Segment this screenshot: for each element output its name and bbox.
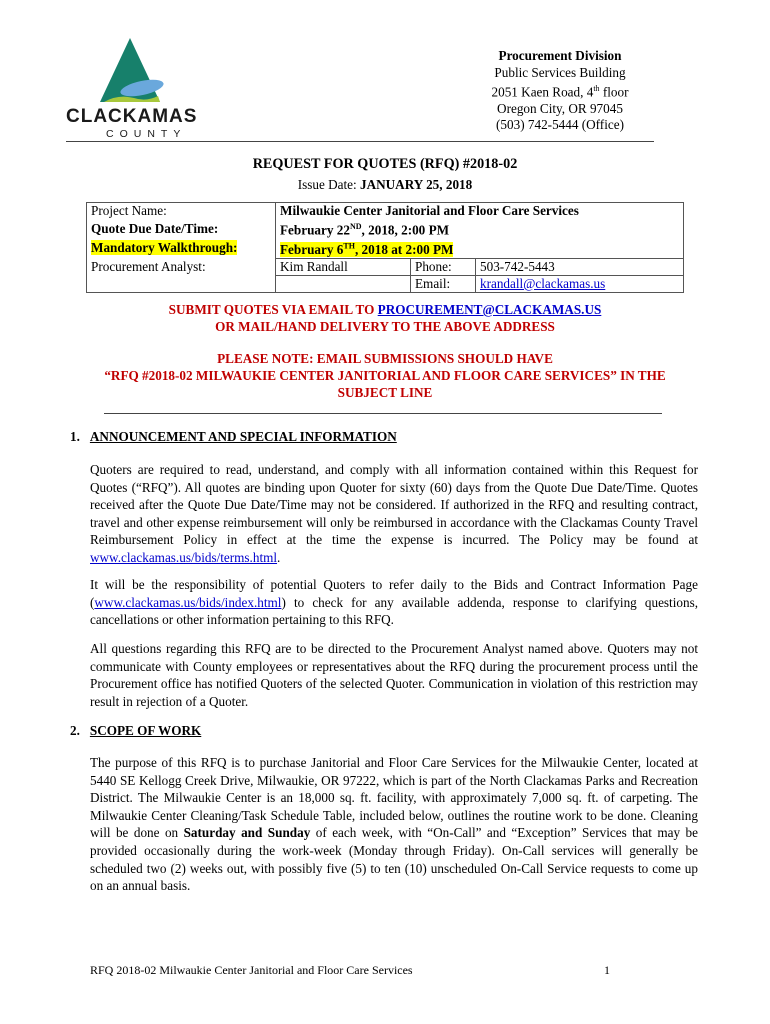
section-1-paragraph-1: Quoters are required to read, understand, and comply with all information contained within this Request for Quotes (“RFQ”). All quotes are binding upon Quoter for sixty (60) days from the Quote Due Date/Time. Quotes received after the Quote Due Date/Time may not be considered. If authorized in the RFQ and resulting contract, travel and other expense reimbursement will only be reimbursed in accordance with the Clackamas County Travel Reimbursement Policy in effect at the time the expense is incurred. The Policy may be found at www.clackamas.us/bids/terms.html. (90, 462, 698, 565)
section-1-paragraph-2: It will be the responsibility of potential Quoters to refer daily to the Bids and Contract Information Page (www.clackamas.us/bids/index.html) to check for any available addenda, response to clarifying questions, cancellations or other information pertaining to this RFQ. (90, 577, 698, 628)
table-row (87, 238, 684, 258)
table-row (87, 203, 684, 220)
section-2-paragraph-1: The purpose of this RFQ is to purchase Janitorial and Floor Care Services for the Milwaukie Center, located at 5440 SE Kellogg Creek Drive, Milwaukie, OR 97222, which is part of the North Clackamas Parks and Recreation District. The Milwaukie Center is an 18,000 sq. ft. facility, with approximately 7,000 sq. ft. of carpeting. The Milwaukie Center Cleaning/Task Schedule Table, included below, outlines the routine work to be done. Cleaning will be done on Saturday and Sunday of each week, with “On-Call” and “Exception” Services that may be provided occasionally during the work-week (Monday through Friday). On-Call services will generally be scheduled two (2) weeks out, with possibly five (5) to ten (10) unscheduled On-Call Service requests to come up on an annual basis. (90, 755, 698, 894)
bids-index-link[interactable]: www.clackamas.us/bids/index.html (94, 594, 282, 610)
division-name: Procurement Division (498, 48, 622, 63)
issue-date-line: Issue Date: JANUARY 25, 2018 (297, 177, 473, 192)
section-1-heading: 1. ANNOUNCEMENT AND SPECIAL INFORMATION (70, 429, 397, 444)
section-1-paragraph-3: All questions regarding this RFQ are to be directed to the Procurement Analyst named above. Quoters may not communicate with County employees or representatives about the RFQ during the procurement process until the Procurement office has notified Quoters of the selected Quoter. Communication in violation of this restriction may result in rejection of a Quoter. (90, 641, 698, 709)
project-label: Project Name: (87, 203, 276, 220)
phone-value: 503-742-5443 (476, 258, 684, 275)
city-state: Oregon City, OR 97045 (497, 100, 623, 116)
due-label: Quote Due Date/Time: (87, 219, 276, 238)
logo-mountain-icon (60, 36, 220, 106)
analyst-label: Procurement Analyst: (87, 258, 276, 275)
building-name: Public Services Building (494, 64, 626, 80)
clackamas-county-logo (60, 36, 220, 138)
submit-instructions: SUBMIT QUOTES VIA EMAIL TO PROCUREMENT@CLACKAMAS.US OR MAIL/HAND DELIVERY TO THE ABOVE ADDRESS (168, 302, 602, 334)
project-value: Milwaukie Center Janitorial and Floor Care Services (276, 203, 684, 220)
analyst-name: Kim Randall (276, 258, 411, 275)
section-2-heading: 2. SCOPE OF WORK (70, 723, 202, 738)
issue-date: JANUARY 25, 2018 (360, 177, 473, 192)
table-row (87, 219, 684, 238)
street-address: 2051 Kaen Road, 4th floor (491, 84, 629, 100)
header-divider (66, 141, 654, 142)
phone-label: Phone: (411, 258, 476, 275)
rfq-info-table (86, 202, 684, 293)
procurement-email-link[interactable]: PROCUREMENT@CLACKAMAS.US (377, 302, 602, 317)
email-label: Email: (411, 275, 476, 292)
address-block (440, 48, 680, 134)
email-link[interactable]: krandall@clackamas.us (480, 275, 606, 291)
table-row (87, 275, 684, 292)
logo-county: COUNTY (106, 128, 187, 140)
page-footer: RFQ 2018-02 Milwaukie Center Janitorial and Floor Care Services (90, 963, 413, 977)
email-subject-note: PLEASE NOTE: EMAIL SUBMISSIONS SHOULD HAVE “RFQ #2018-02 MILWAUKIE CENTER JANITORIAL AND FLOOR CARE SERVICES” IN THE SUBJECT LINE (104, 351, 666, 400)
section-divider (104, 413, 662, 414)
table-row (87, 258, 684, 275)
terms-link[interactable]: www.clackamas.us/bids/terms.html (90, 549, 278, 565)
page-number: 1 (604, 963, 610, 977)
office-phone: (503) 742-5444 (Office) (496, 117, 624, 133)
logo-wordmark: CLACKAMAS (66, 106, 198, 127)
document-title: REQUEST FOR QUOTES (RFQ) #2018-02 (252, 156, 518, 172)
walkthrough-value: February 6TH, 2018 at 2:00 PM (276, 238, 684, 258)
walkthrough-label: Mandatory Walkthrough: (87, 238, 276, 258)
due-value: February 22ND, 2018, 2:00 PM (276, 219, 684, 238)
